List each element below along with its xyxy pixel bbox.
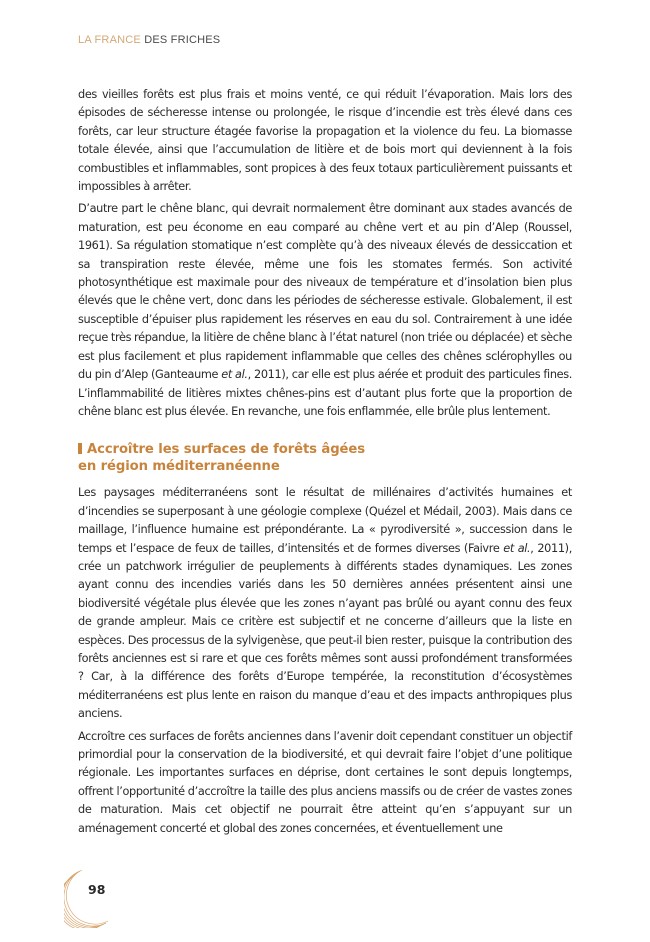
heading-bar-icon bbox=[78, 443, 82, 454]
page-body bbox=[78, 86, 572, 842]
paragraph bbox=[78, 728, 572, 838]
citation-italic: et al. bbox=[503, 541, 531, 555]
paragraph-text: des vieilles forêts est plus frais et moins venté, ce qui réduit l’évaporation. Mais lors des épisodes de sécheresse intense ou prolongée, le risque d’incendie est très élevé dans ces forêts, car leur structure étagée favorise la propagation et la violence du feu. La biomasse totale élevée, ainsi que l’accumulation de litière et de bois mort qui deviennent à la fois combustibles et inflammables, sont propices à des feux totaux particulièrement puissants et impossibles à arrêter. bbox=[78, 88, 572, 194]
heading-line-1: Accroître les surfaces de forêts âgées bbox=[87, 442, 365, 458]
paragraph-text: Accroître ces surfaces de forêts anciennes dans l’avenir doit cependant constituer un objectif primordial pour la conservation de la biodiversité, et qui devrait faire l’objet d’une politique régionale. Les importantes surfaces en déprise, dont certaines le sont depuis longtemps, offrent l’opportunité d’accroître la taille des plus anciens massifs ou de créer de vastes zones de maturation. Mais cet objectif ne pourrait être atteint qu’en s’appuyant sur un aménagement concerté et global des zones concernées, et éventuellement une bbox=[78, 729, 572, 835]
paragraph-text: , 2011), crée un patchwork irrégulier de peuplements à différents stades dynamiques. Les zones ayant connu des incendies variés dans les 50 dernières années présentent ainsi une biodiversité végétale plus élevée que les zones n’ayant pas brûlé ou ayant connu des feux de grande ampleur. Mais ce critère est subjectif et ne concerne d’ailleurs que la liste en espèces. Des processus de la sylvigenèse, que peut-il bien rester, puisque la contribution des forêts anciennes est si rare et que ces forêts mêmes sont aussi profondément transformées ? Car, à la différence des forêts d’Europe tempérée, la reconstitution d’écosystèmes méditerranéens est plus lente en raison du manque d’eau et des impacts anthropiques plus anciens. bbox=[78, 541, 572, 721]
paragraph-text: Les paysages méditerranéens sont le résultat de millénaires d’activités humaines et d’incendies se superposant à une géologie complexe (Quézel et Médail, 2003). Mais dans ce maillage, l’influence humaine est prépondérante. La « pyrodiversité », succession dans le temps et l’espace de feux de tailles, d’intensités et de formes diverses (Faivre bbox=[78, 486, 572, 555]
section-heading bbox=[78, 441, 572, 475]
page-number: 98 bbox=[88, 882, 106, 897]
citation-italic: et al. bbox=[221, 368, 248, 382]
paragraph bbox=[78, 200, 572, 421]
arc-lines-ornament-icon bbox=[64, 868, 124, 928]
paragraph-text: D’autre part le chêne blanc, qui devrait normalement être dominant aux stades avancés de maturation, est peu économe en eau comparé au chêne vert et au pin d’Alep (Roussel, 1961). Sa régulation stomatique n’est complète qu’à des niveaux élevés de dessiccation et sa transpiration reste élevée, même une fois les stomates fermés. Son activité photosynthétique est maximale pour des niveaux de température et d’insolation bien plus élevés que le chêne vert, donc dans les périodes de sécheresse estivale. Globalement, il est susceptible d’épuiser plus rapidement les réserves en eau du sol. Contrairement à une idée reçue très répandue, la litière de chêne blanc à l’état naturel (non triée ou déplacée) et sèche est plus facilement et plus rapidement inflammable que celles des chênes sclérophylles ou du pin d’Alep (Ganteaume bbox=[78, 202, 572, 382]
running-title-accent: LA FRANCE bbox=[78, 34, 141, 46]
heading-line-2: en région méditerranéenne bbox=[78, 459, 280, 475]
page-folio bbox=[64, 868, 124, 928]
running-title-rest: DES FRICHES bbox=[140, 34, 221, 46]
running-header bbox=[78, 34, 220, 46]
paragraph-text: , 2011), car elle est plus aérée et produit des particules fines. L’inflammabilité de litières mixtes chênes-pins est d’autant plus forte que la proportion de chêne blanc est plus élevée. En revanche, une fois enflammée, elle brûle plus lentement. bbox=[78, 368, 573, 418]
paragraph bbox=[78, 86, 572, 196]
paragraph bbox=[78, 484, 572, 723]
